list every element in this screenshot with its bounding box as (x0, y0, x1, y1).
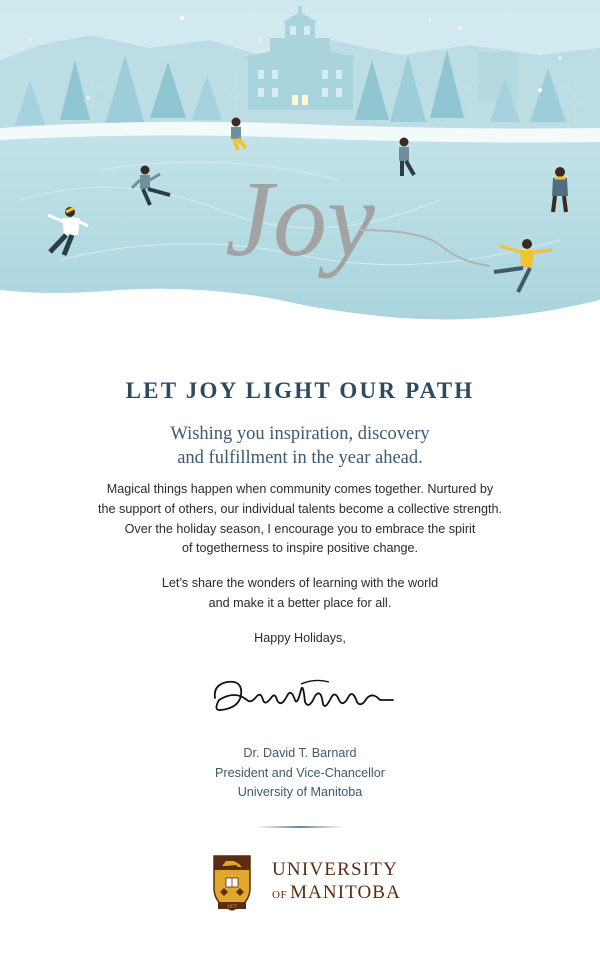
hero-illustration (0, 0, 600, 345)
message-paragraph-2 (0, 574, 600, 614)
logo-line-university: UNIVERSITY (272, 859, 398, 880)
subheadline-line-1: Wishing you inspiration, discovery (170, 424, 430, 444)
signer-block (0, 744, 600, 803)
closing-greeting: Happy Holidays, (254, 631, 346, 645)
headline: LET JOY LIGHT OUR PATH (125, 378, 475, 403)
message-paragraph-1 (0, 480, 600, 559)
crest-motto: 1877 (226, 903, 238, 909)
university-crest-icon (212, 852, 252, 914)
paragraph-1-line: Over the holiday season, I encourage you to embrace the spirit (124, 521, 476, 536)
signer-name: Dr. David T. Barnard (243, 746, 357, 760)
paragraph-2-line: and make it a better place for all. (208, 595, 392, 610)
logo-line-manitoba (272, 883, 401, 902)
signer-organization: University of Manitoba (237, 785, 363, 799)
subheadline (0, 422, 600, 470)
logo-manitoba: MANITOBA (290, 882, 401, 903)
logo-of: OF (272, 889, 288, 901)
joy-script: Joy (225, 160, 375, 279)
subheadline-line-2: and fulfillment in the year ahead. (177, 448, 423, 468)
paragraph-2-line: Let’s share the wonders of learning with the world (161, 576, 439, 590)
handwritten-signature (205, 670, 405, 720)
paragraph-1-line: of togetherness to inspire positive change. (182, 541, 418, 556)
paragraph-1-line: the support of others, our individual talents become a collective strength. (98, 501, 502, 516)
divider (255, 826, 345, 828)
background-building (478, 52, 518, 102)
paragraph-1-line: Magical things happen when community comes together. Nurtured by (106, 482, 494, 496)
signer-title: President and Vice-Chancellor (215, 765, 385, 780)
university-logo-wordmark (272, 860, 401, 902)
winter-skating-scene (0, 0, 600, 345)
